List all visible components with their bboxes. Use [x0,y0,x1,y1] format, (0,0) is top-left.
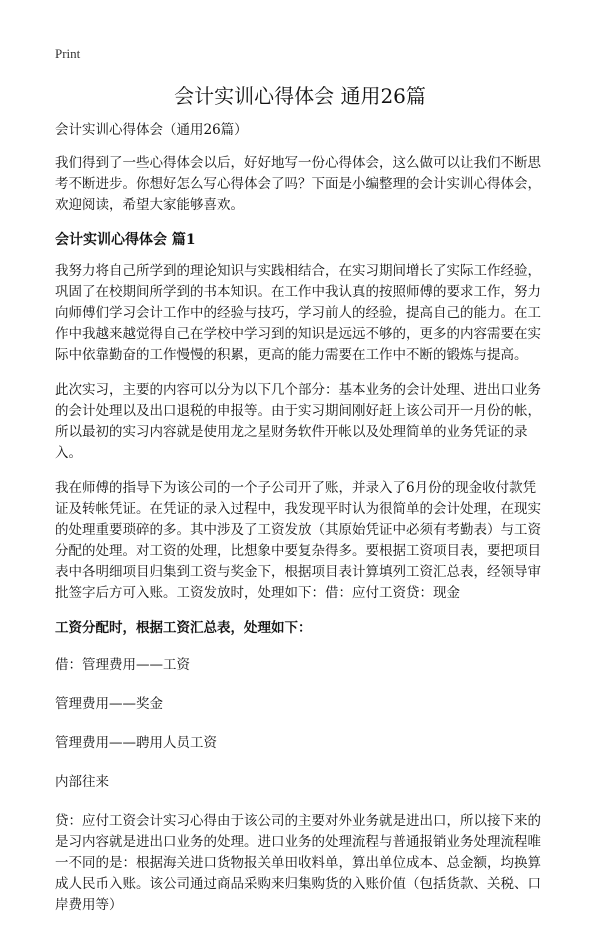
journal-entry: 借：管理费用——工资 [55,657,190,673]
paragraph-1: 我努力将自己所学到的理论知识与实践相结合，在实习期间增长了实际工作经验，巩固了在校期间所学到的书本知识。在工作中我认真的按照师傅的要求工作，努力向师傅们学习会计工作中的经验与技巧，学习前人的经验，提高自己的能力。在工作中我越来越觉得自己在学校中学习到的知识是远远不够的，更多的内容需要在实际中依靠勤奋的工作慢慢的积累，更高的能力需要在工作中不断的锻炼与提高。 [55,263,541,363]
intro-paragraph: 我们得到了一些心得体会以后，好好地写一份心得体会，这么做可以让我们不断思考不断进步。你想好怎么写心得体会了吗？下面是小编整理的会计实训心得体会，欢迎阅读，希望大家能够喜欢。 [55,155,541,213]
document-body [55,120,549,930]
journal-entry: 内部往来 [55,774,109,790]
document-subtitle: 会计实训心得体会（通用26篇） [55,122,248,138]
journal-entry: 管理费用——聘用人员工资 [55,735,217,751]
page-title: 会计实训心得体会 通用26篇 [174,84,426,108]
paragraph-3: 我在师傅的指导下为该公司的一个子公司开了账，并录入了6月份的现金收付款凭证及转帐凭证。在凭证的录入过程中，我发现平时认为很简单的会计处理，在现实的处理重要琐碎的多。其中涉及了工资发放（其原始凭证中必须有考勤表）与工资分配的处理。对工资的处理，比想象中要复杂得多。要根据工资项目表，要把项目表中各明细项目归集到工资与奖金下，根据项目表计算填列工资汇总表，经领导审批签字后方可入账。工资发放时，处理如下：借：应付工资贷：现金 [55,480,541,601]
bold-statement: 工资分配时，根据工资汇总表，处理如下： [55,620,312,636]
journal-entry: 管理费用——奖金 [55,696,163,712]
paragraph-4: 贷：应付工资会计实习心得由于该公司的主要对外业务就是进出口，所以接下来的是习内容就是进出口业务的处理。进口业务的处理流程与普通报销业务处理流程唯一不同的是：根据海关进口货物报关单田收料单，算出单位成本、总金额，均换算成人民币入账。该公司通过商品采购来归集购货的入账价值（包括货款、关税、口岸费用等） [55,813,541,913]
section-heading: 会计实训心得体会 篇1 [55,232,196,248]
print-label: Print [55,46,81,61]
paragraph-2: 此次实习，主要的内容可以分为以下几个部分：基本业务的会计处理、进出口业务的会计处理以及出口退税的申报等。由于实习期间刚好赶上该公司开一月份的帐，所以最初的实习内容就是使用龙之星财务软件开帐以及处理简单的业务凭证的录入。 [55,382,541,461]
